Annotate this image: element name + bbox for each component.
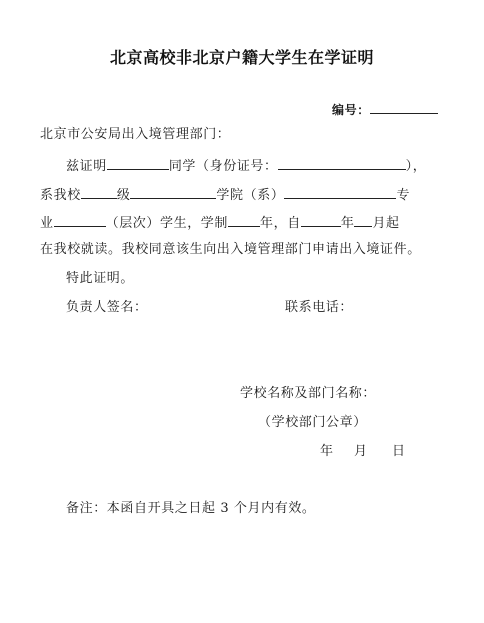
phone-label: 联系电话：	[285, 300, 354, 315]
line-duration	[40, 213, 400, 233]
number-blank[interactable]	[370, 100, 438, 114]
duration-blank[interactable]	[228, 213, 260, 227]
line2-text-3: 学院（系）	[216, 188, 285, 203]
line-student-name	[66, 156, 426, 176]
line1-text-3: ），	[405, 159, 427, 174]
date-day: 日	[392, 444, 406, 459]
line-school-year	[40, 185, 410, 205]
student-name-blank[interactable]	[107, 156, 169, 170]
line2-text-2: 级	[116, 188, 131, 203]
line3-text-4: 年	[340, 216, 355, 231]
line-approval: 在我校就读。我校同意该生向出入境管理部门申请出入境证件。	[40, 242, 421, 257]
number-row	[332, 100, 438, 120]
certify-text: 特此证明。	[66, 271, 135, 286]
line2-text-4: 专	[396, 188, 411, 203]
line3-text-5: 月起	[372, 216, 400, 231]
validity-note: 备注：本函自开具之日起 3 个月内有效。	[66, 501, 316, 516]
id-number-blank[interactable]	[278, 156, 406, 170]
line3-text-1: 业	[40, 216, 54, 231]
stamp-label: （学校部门公章）	[258, 415, 367, 430]
start-month-blank[interactable]	[354, 213, 372, 227]
line3-text-2: （层次）学生，学制	[105, 216, 229, 231]
date-year: 年	[320, 444, 334, 459]
document-title: 北京高校非北京户籍大学生在学证明	[109, 48, 374, 67]
line3-text-3: 年，自	[260, 216, 301, 231]
line1-text-1: 兹证明	[66, 159, 107, 174]
line2-text-1: 系我校	[40, 188, 81, 203]
major-blank[interactable]	[284, 185, 396, 199]
start-year-blank[interactable]	[301, 213, 341, 227]
signature-label: 负责人签名：	[66, 300, 148, 315]
grade-blank[interactable]	[81, 185, 117, 199]
number-label: 编号：	[332, 103, 370, 117]
college-blank[interactable]	[130, 185, 216, 199]
addressee: 北京市公安局出入境管理部门：	[40, 127, 231, 142]
school-name-label: 学校名称及部门名称：	[240, 386, 377, 401]
level-blank[interactable]	[54, 213, 106, 227]
line1-text-2: 同学（身份证号：	[168, 159, 278, 174]
date-month: 月	[354, 444, 368, 459]
